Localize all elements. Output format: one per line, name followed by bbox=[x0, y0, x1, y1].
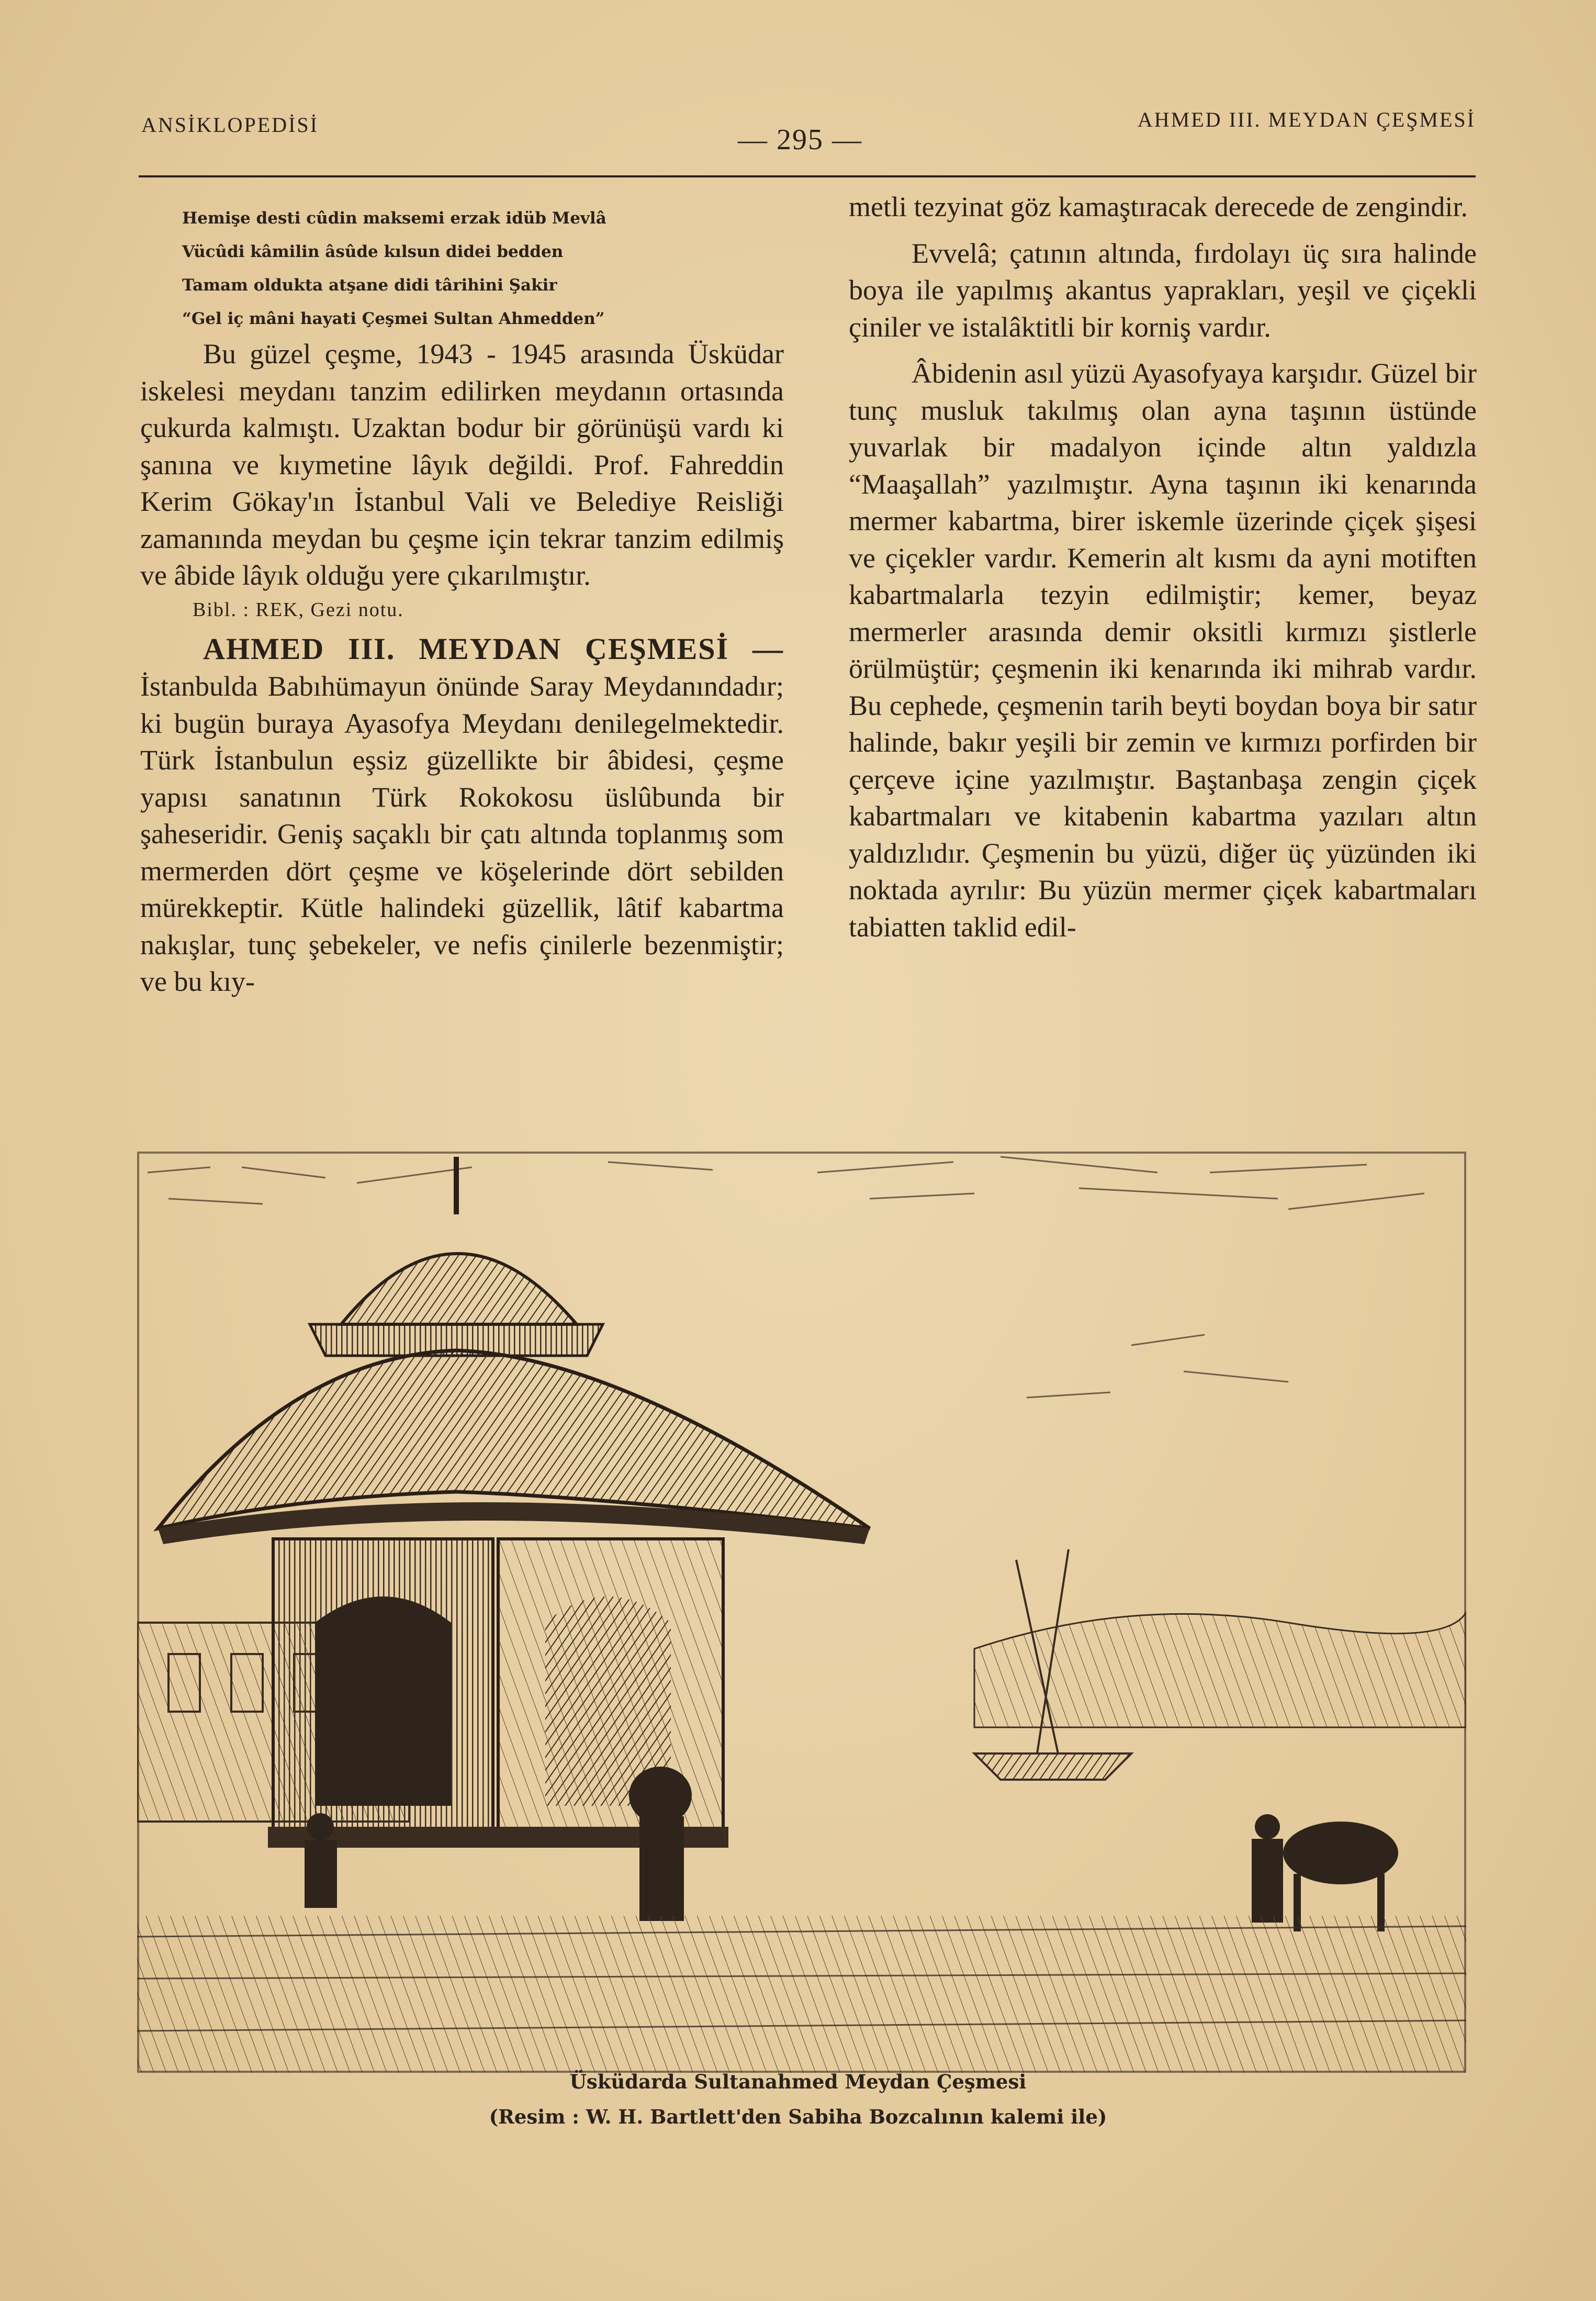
paragraph: Evvelâ; çatının altında, fırdolayı üç sıra halinde boya ile yapılmış akantus yaprakları, yeşil ve çiçekli çiniler ve istalâktitli bir korniş vardır. bbox=[849, 237, 1477, 343]
paragraph: metli tezyinat göz kamaştıracak derecede de zengindir. bbox=[849, 191, 1468, 222]
figure-caption-credit: (Resim : W. H. Bartlett'den Sabiha Bozcalının kalemi ile) bbox=[489, 2105, 1107, 2128]
header-left: ANSİKLOPEDİSİ bbox=[141, 113, 319, 137]
fountain-engraving bbox=[137, 1152, 1466, 2073]
page-number: — 295 — bbox=[738, 124, 862, 156]
figure-caption-title: Üsküdarda Sultanahmed Meydan Çeşmesi bbox=[569, 2070, 1027, 2093]
entry-title: AHMED III. MEYDAN ÇEŞMESİ — bbox=[203, 631, 784, 666]
entry-text: İstanbulda Babıhümayun önünde Saray Meydanındadır; ki bugün buraya Ayasofya Meydanı denilegelmektedir. Türk İstanbulun eşsiz güzellikte bir âbidesi, çeşme yapısı sanatının Türk Rokokosu üslûbunda bir şaheseridir. Geniş saçaklı bir çatı altında toplanmış som mermerden dört çeşme ve köşelerinde dört sebilden mürekkeptir. Kütle halindeki güzellik, lâtif kabartma nakışlar, tunç şebekeler, ve nefis çinilerle bezenmiştir; ve bu kıy- bbox=[140, 671, 784, 997]
entry-paragraph bbox=[140, 631, 784, 1000]
header-right: AHMED III. MEYDAN ÇEŞMESİ bbox=[1137, 108, 1476, 131]
poem-line: Tamam oldukta atşane didi târihini Şakir bbox=[182, 276, 557, 295]
paragraph: Âbidenin asıl yüzü Ayasofyaya karşıdır. Güzel bir tunç musluk takılmış olan ayna taşının üstünde yuvarlak bir madalyon içinde altın yaldızla “Maaşallah” yazılmıştır. Ayna taşının iki kenarında mermer kabartma, birer iskemle üzerinde çiçek şişesi ve çiçekler vardır. Kemerin alt kısmı da ayni motiften kabartmalarla tezyin edilmiştir; kemer, beyaz mermerler arasında demir oksitli kırmızı şistlerle örülmüştür; çeşmenin iki kenarında iki mihrab vardır. Bu cephede, çeşmenin tarih beyti boydan boya bir satır halinde, bakır yeşili bir zemin ve kırmızı porfirden bir çerçeve içine yazılmıştır. Baştanbaşa zengin çiçek kabartmaları ve kitabenin kabartma yazıları altın yaldızlıdır. Çeşmenin bu yüzü, diğer üç yüzünden iki noktada ayrılır: Bu yüzün mermer çiçek kabartmaları tabiatten taklid edil- bbox=[849, 358, 1477, 943]
bibliography: Bibl. : REK, Gezi notu. bbox=[193, 598, 404, 621]
left-column bbox=[140, 202, 784, 1000]
paragraph: Bu güzel çeşme, 1943 - 1945 arasında Üsküdar iskelesi meydanı tanzim edilirken meydanın ortasında çukurda kalmıştı. Uzaktan bodur bir görünüşü vardı ki şanına ve kıymetine lâyık değildi. Prof. Fahreddin Kerim Gökay'ın İstanbul Vali ve Belediye Reisliği zamanında meydan bu çeşme için tekrar tanzim edilmiş ve âbide lâyık olduğu yere çıkarılmıştır. bbox=[140, 338, 784, 591]
poem-line: Vücûdi kâmilin âsûde kılsun didei bedden bbox=[182, 242, 564, 261]
poem-line: Hemişe desti cûdin maksemi erzak idüb Mevlâ bbox=[182, 209, 606, 228]
poem-line: “Gel iç mâni hayati Çeşmei Sultan Ahmedden” bbox=[182, 309, 605, 328]
header-rule bbox=[139, 175, 1476, 177]
right-column bbox=[849, 188, 1477, 945]
